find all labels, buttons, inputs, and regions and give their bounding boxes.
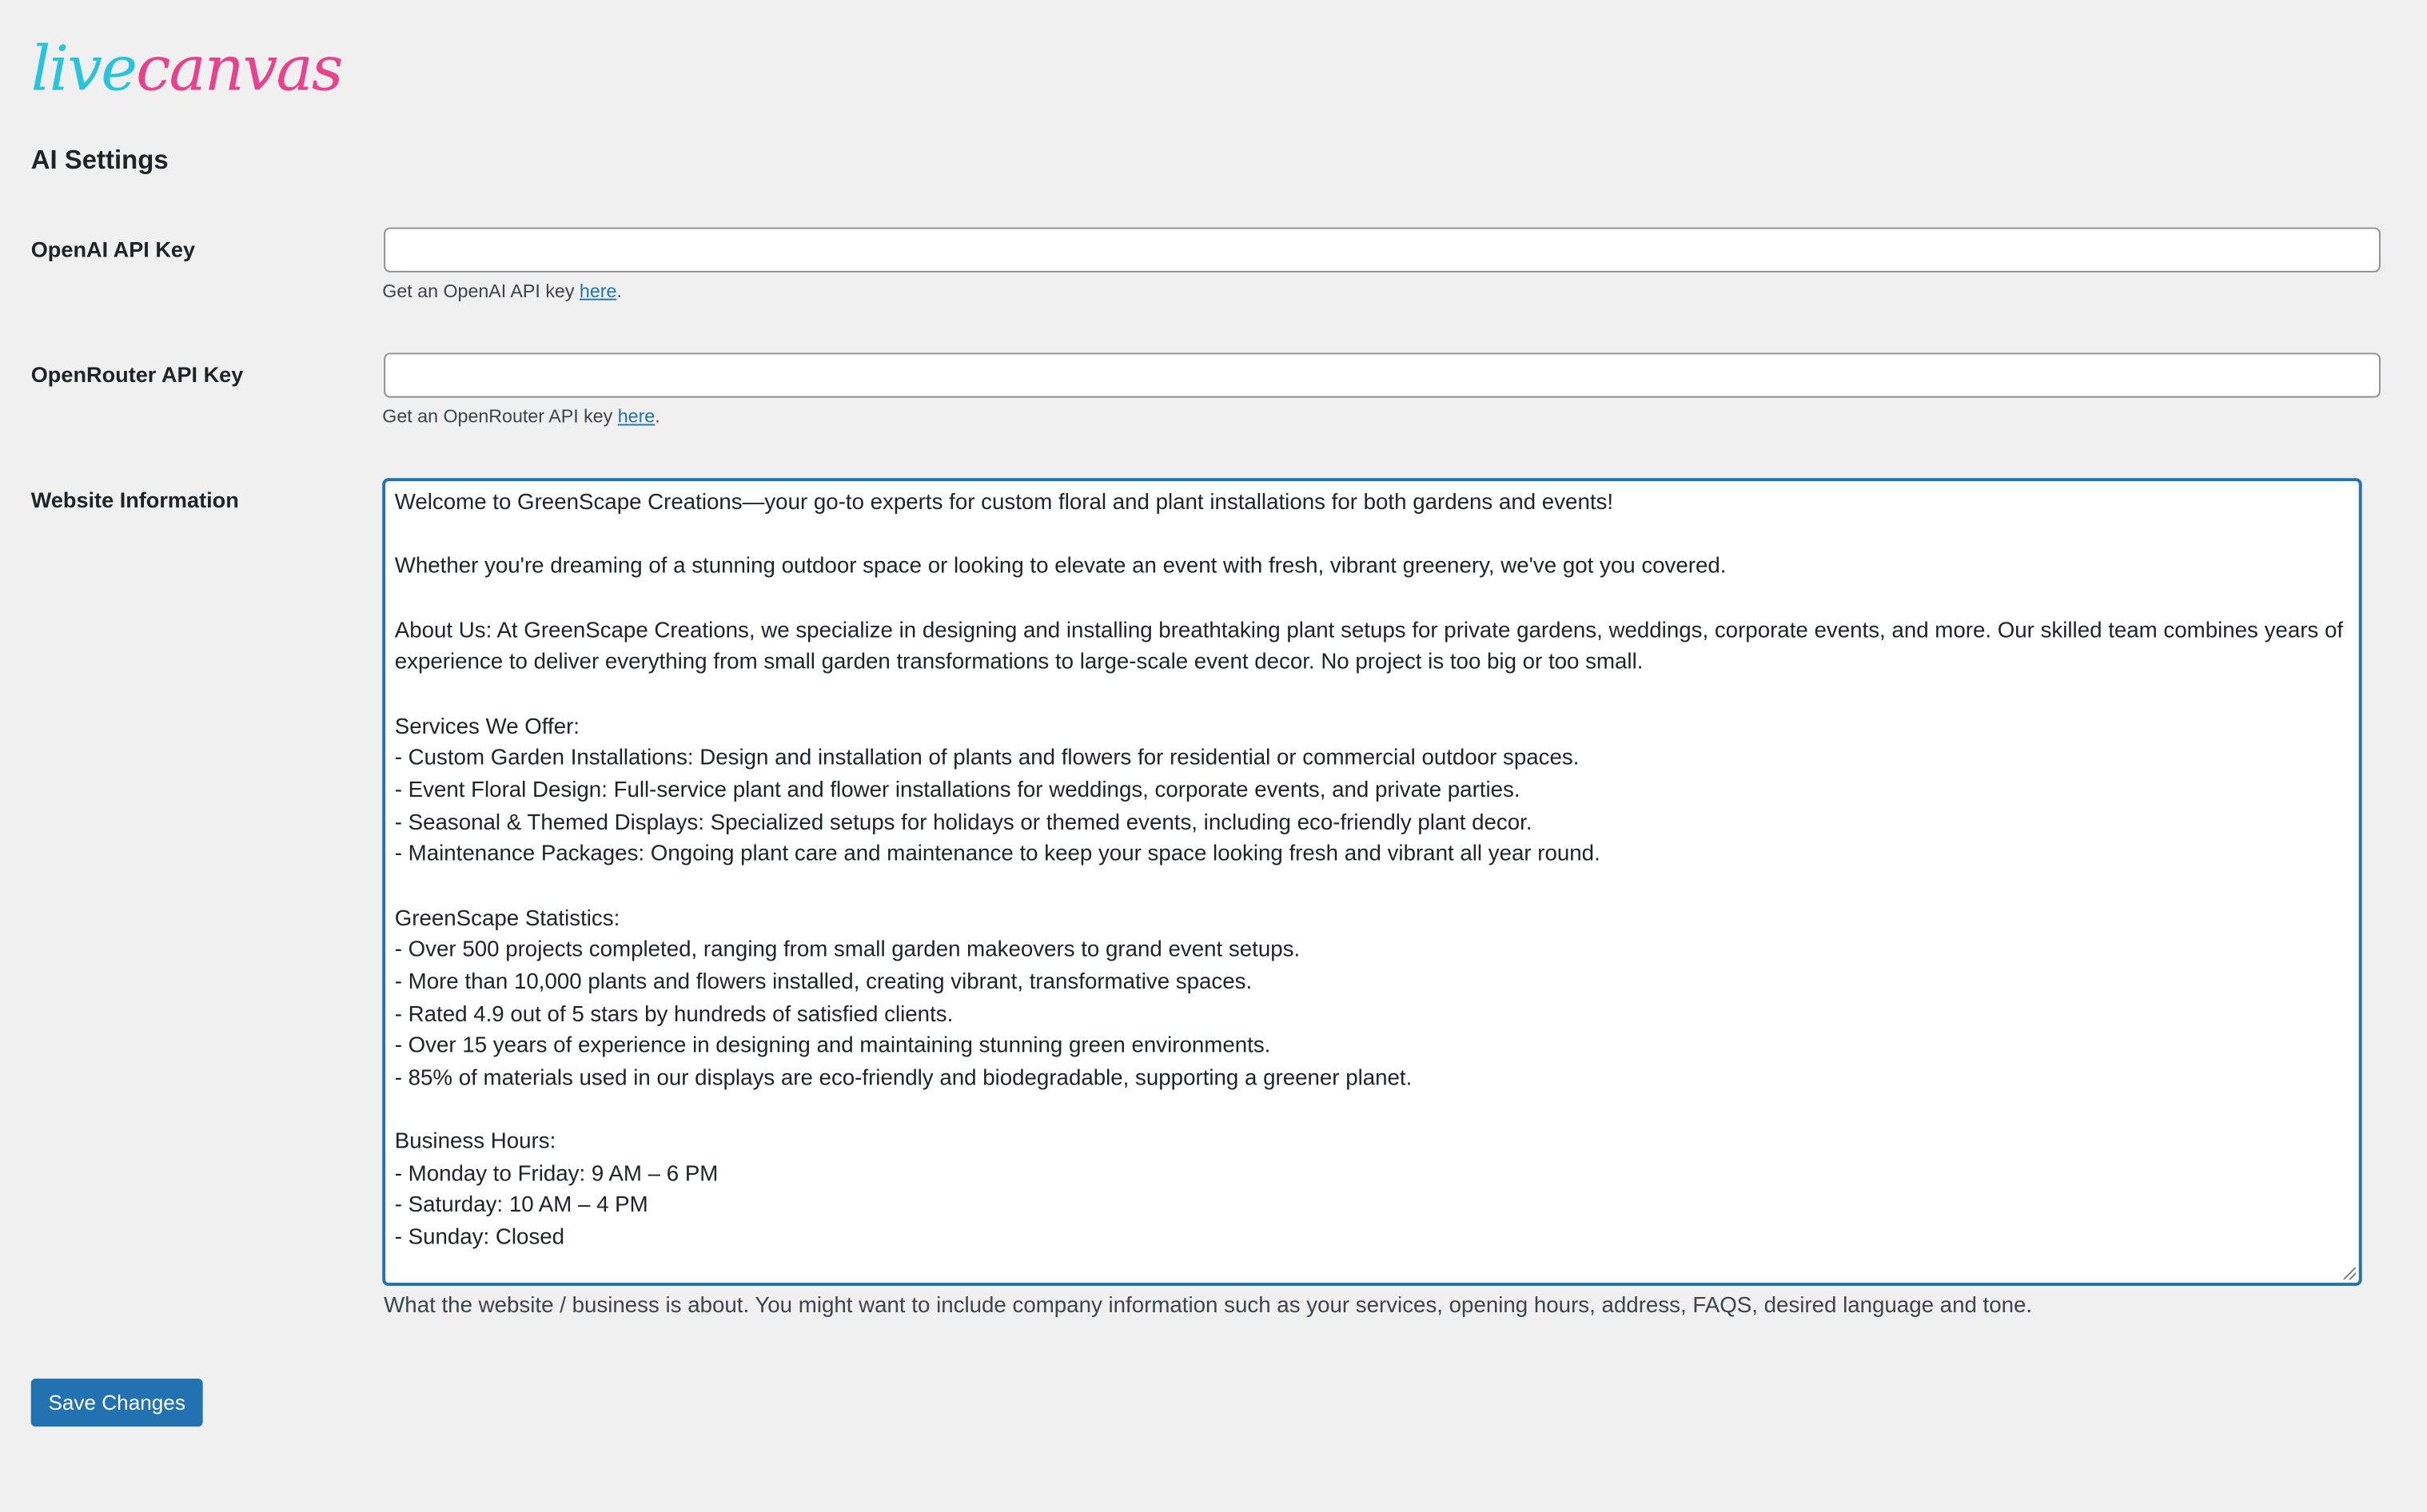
website-info-textarea[interactable] xyxy=(382,478,2361,1286)
help-suffix: . xyxy=(616,280,622,302)
logo-live: live xyxy=(30,34,137,105)
help-text: Get an OpenAI API key xyxy=(382,280,580,302)
openrouter-key-help xyxy=(382,405,660,427)
logo-canvas: canvas xyxy=(136,34,342,105)
openai-key-label: OpenAI API Key xyxy=(30,237,196,262)
help-text: Get an OpenRouter API key xyxy=(382,405,618,428)
website-info-text: Welcome to GreenScape Creations—your go-to experts for custom floral and plant installations for both gardens and events! Whether you're dreaming of a stunning outdoor space or looking to elevate an event with fresh, vibrant greenery, we've got you covered. About Us: At GreenScape Creations, we specialize in designing and installing breathtaking plant setups for private gardens, weddings, corporate events, and more. Our skilled team combines years of experience to deliver everything from small garden transformations to large-scale event decor. No project is too big or too small. Services We Offer: - Custom Garden Installations: Design and installation of plants and flowers for residential or commercial outdoor spaces. - Event Floral Design: Full-service plant and flower installations for weddings, corporate events, and private parties. - Seasonal & Themed Displays: Specialized setups for holidays or themed events, including eco-friendly plant decor. - Maintenance Packages: Ongoing plant care and maintenance to keep your space looking fresh and vibrant all year round. GreenScape Statistics: - Over 500 projects completed, ranging from small garden makeovers to grand event setups. - More than 10,000 plants and flowers installed, creating vibrant, transformative spaces. - Rated 4.9 out of 5 stars by hundreds of satisfied clients. - Over 15 years of experience in designing and maintaining stunning green environments. - 85% of materials used in our displays are eco-friendly and biodegradable, supporting a greener planet. Business Hours: - Monday to Friday: 9 AM – 6 PM - Saturday: 10 AM – 4 PM - Sunday: Closed xyxy=(394,490,2344,1251)
livecanvas-logo xyxy=(31,34,342,105)
help-suffix: . xyxy=(655,405,660,428)
openai-key-help xyxy=(382,280,622,301)
openrouter-key-label: OpenRouter API Key xyxy=(30,362,244,388)
openrouter-key-input[interactable] xyxy=(384,352,2381,397)
website-info-label: Website Information xyxy=(30,487,239,512)
resize-handle-icon[interactable] xyxy=(2343,1267,2355,1279)
save-changes-button[interactable]: Save Changes xyxy=(31,1379,203,1426)
openai-key-link[interactable]: here xyxy=(579,280,617,302)
page-title: AI Settings xyxy=(30,145,169,175)
openai-key-input[interactable] xyxy=(384,228,2381,273)
openrouter-key-link[interactable]: here xyxy=(617,405,656,428)
website-info-help: What the website / business is about. You might want to include company information such as your services, opening hours, address, FAQS, desired language and tone. xyxy=(384,1293,2033,1319)
